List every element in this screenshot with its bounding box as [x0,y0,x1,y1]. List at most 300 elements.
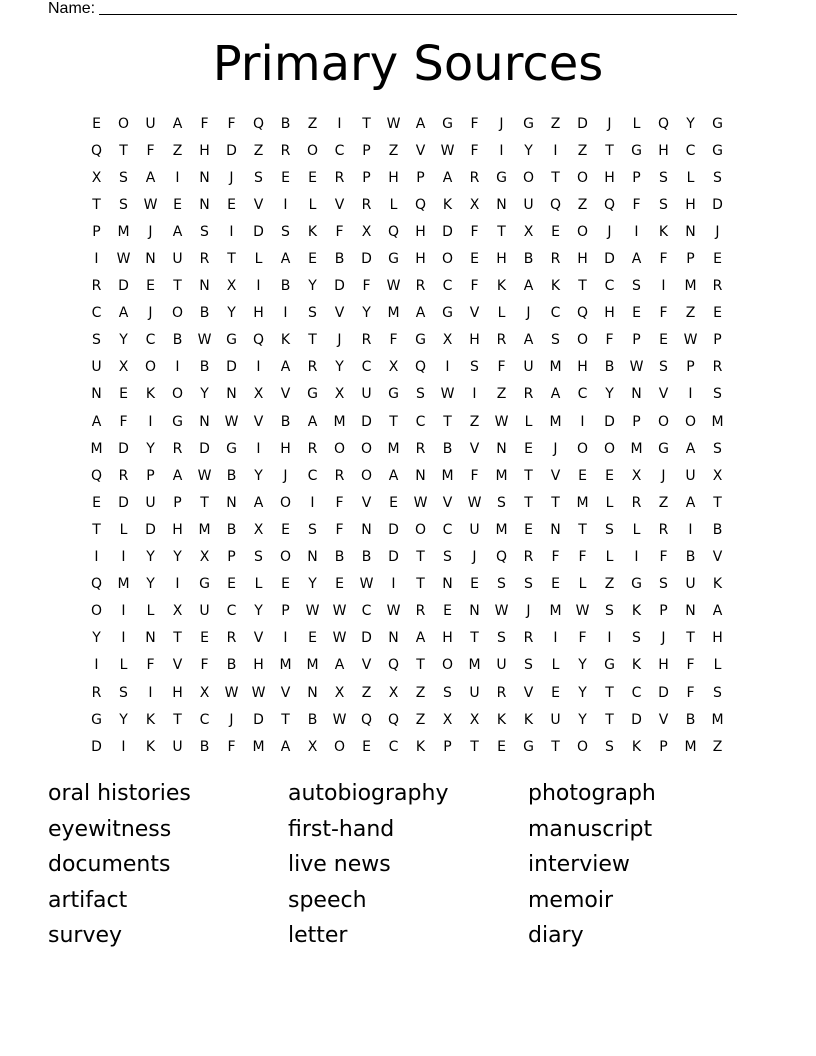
grid-letter: N [550,521,561,538]
grid-letter: H [253,657,264,674]
grid-letter: W [332,711,347,728]
grid-letter: G [199,576,210,593]
grid-letter: R [91,278,102,295]
grid-letter: F [146,657,155,674]
grid-letter: I [94,657,99,674]
grid-letter: R [496,332,507,349]
grid-letter: M [117,576,130,593]
grid-letter: N [199,169,210,186]
grid-letter: S [605,738,614,755]
grid-letter: D [361,251,372,268]
grid-letter: H [577,251,588,268]
grid-letter: I [634,223,639,240]
grid-letter: M [306,657,319,674]
grid-letter: R [280,142,291,159]
grid-letter: V [361,494,372,511]
grid-letter: J [283,467,288,484]
grid-letter: E [551,684,560,701]
grid-letter: S [200,223,209,240]
word-bank-item: diary [528,923,584,949]
grid-letter: H [496,251,507,268]
grid-letter: X [91,169,102,186]
word-bank-item: interview [528,852,630,878]
grid-letter: M [495,521,508,538]
grid-letter: M [576,494,589,511]
grid-letter: A [91,413,102,430]
grid-letter: A [631,251,642,268]
grid-letter: E [362,738,371,755]
grid-letter: R [712,278,723,295]
grid-letter: S [497,576,506,593]
grid-letter: X [631,467,642,484]
grid-letter: I [175,576,180,593]
grid-letter: W [332,603,347,620]
grid-row [83,218,731,245]
grid-letter: C [604,278,615,295]
grid-letter: X [712,467,723,484]
grid-letter: F [659,251,668,268]
grid-letter: K [523,711,534,728]
grid-letter: D [226,142,237,159]
grid-letter: I [148,684,153,701]
grid-letter: B [604,359,615,376]
grid-letter: Z [712,738,723,755]
grid-letter: P [686,251,695,268]
grid-letter: T [92,521,101,538]
grid-letter: W [386,603,401,620]
grid-letter: I [391,576,396,593]
grid-letter: U [91,359,102,376]
grid-letter: Y [254,467,263,484]
grid-letter: B [280,115,291,132]
word-bank-item: photograph [528,781,656,806]
grid-letter: K [280,332,291,349]
grid-letter: P [92,223,101,240]
grid-letter: I [121,603,126,620]
grid-letter: S [119,684,128,701]
grid-letter: Y [146,549,155,566]
grid-letter: U [685,576,696,593]
grid-letter: F [470,467,479,484]
grid-letter: H [712,630,723,647]
grid-row [83,544,731,571]
grid-letter: U [199,603,210,620]
grid-letter: H [172,684,183,701]
grid-letter: J [148,223,153,240]
word-bank-item: first-hand [288,816,395,842]
grid-letter: M [630,440,643,457]
grid-letter: Y [146,576,155,593]
grid-letter: G [604,657,615,674]
grid-letter: Q [90,576,103,593]
grid-letter: M [495,467,508,484]
grid-letter: D [712,196,723,213]
grid-row [83,733,731,760]
grid-letter: N [685,223,696,240]
grid-letter: N [388,630,399,647]
grid-letter: X [469,196,480,213]
grid-letter: H [658,142,669,159]
grid-letter: D [388,549,399,566]
grid-letter: Z [577,142,588,159]
grid-letter: T [308,332,317,349]
grid-letter: Y [254,603,263,620]
grid-letter: A [523,278,534,295]
grid-letter: L [254,576,263,593]
grid-letter: I [634,549,639,566]
grid-letter: T [416,657,425,674]
grid-letter: J [337,332,342,349]
grid-letter: Y [227,305,236,322]
grid-letter: O [171,305,184,322]
grid-letter: P [227,549,236,566]
grid-letter: G [712,142,723,159]
grid-letter: L [578,576,587,593]
grid-letter: E [578,467,587,484]
grid-letter: W [116,251,131,268]
grid-letter: X [523,223,534,240]
grid-letter: C [199,711,210,728]
grid-letter: M [117,223,130,240]
grid-letter: J [607,223,612,240]
grid-letter: W [494,413,509,430]
grid-letter: G [307,386,318,403]
grid-letter: H [604,169,615,186]
grid-letter: Q [387,657,400,674]
grid-letter: Q [360,711,373,728]
grid-letter: S [416,386,425,403]
grid-letter: R [118,467,129,484]
grid-letter: O [171,386,184,403]
word-bank-item: letter [288,923,348,949]
grid-letter: U [523,359,534,376]
grid-letter: F [551,549,560,566]
grid-letter: T [578,521,587,538]
grid-letter: Z [415,684,426,701]
grid-letter: G [712,115,723,132]
grid-letter: X [442,711,453,728]
grid-letter: L [686,169,695,186]
grid-row [83,652,731,679]
grid-letter: U [523,196,534,213]
grid-letter: S [605,521,614,538]
grid-letter: S [470,359,479,376]
grid-letter: O [414,521,427,538]
grid-letter: P [362,142,371,159]
grid-letter: S [713,440,722,457]
grid-letter: T [173,630,182,647]
grid-letter: B [280,413,291,430]
grid-letter: H [253,305,264,322]
grid-letter: Z [550,115,561,132]
grid-letter: O [576,223,589,240]
grid-letter: F [227,738,236,755]
grid-letter: S [659,169,668,186]
grid-letter: F [578,630,587,647]
grid-letter: E [92,494,101,511]
grid-letter: T [605,711,614,728]
grid-letter: E [470,251,479,268]
grid-letter: N [361,521,372,538]
grid-letter: R [334,467,345,484]
grid-letter: F [119,413,128,430]
grid-letter: K [550,278,561,295]
grid-letter: F [686,684,695,701]
grid-letter: G [415,332,426,349]
grid-letter: V [172,657,183,674]
grid-letter: A [712,603,723,620]
grid-letter: H [577,359,588,376]
grid-letter: Q [414,196,427,213]
word-bank-item: documents [48,852,171,878]
grid-letter: D [361,413,372,430]
grid-letter: J [715,223,720,240]
grid-letter: L [551,657,560,674]
grid-letter: S [632,278,641,295]
grid-letter: O [306,142,319,159]
grid-letter: G [172,413,183,430]
grid-letter: X [469,711,480,728]
grid-letter: F [362,278,371,295]
grid-letter: W [197,332,212,349]
grid-letter: I [229,223,234,240]
grid-letter: B [172,332,183,349]
grid-letter: D [91,738,102,755]
grid-letter: E [281,576,290,593]
grid-letter: C [550,305,561,322]
grid-letter: G [91,711,102,728]
grid-letter: B [361,549,372,566]
grid-letter: M [468,657,481,674]
grid-letter: G [523,115,534,132]
grid-letter: I [607,630,612,647]
grid-letter: Z [496,386,507,403]
grid-letter: S [659,359,668,376]
grid-letter: R [658,521,669,538]
grid-letter: L [497,305,506,322]
grid-letter: E [659,332,668,349]
word-bank [48,776,768,954]
grid-letter: J [229,711,234,728]
grid-letter: I [148,413,153,430]
grid-letter: F [335,521,344,538]
grid-letter: W [440,142,455,159]
grid-letter: U [550,711,561,728]
grid-letter: V [469,305,480,322]
grid-letter: K [145,738,156,755]
name-label: Name: [48,0,96,17]
grid-letter: Y [308,576,317,593]
grid-letter: W [575,603,590,620]
grid-letter: I [94,251,99,268]
grid-letter: R [415,440,426,457]
grid-letter: H [388,169,399,186]
word-bank-item: speech [288,887,367,913]
grid-letter: C [442,278,453,295]
grid-letter: B [334,549,345,566]
grid-letter: W [386,115,401,132]
grid-letter: T [443,413,452,430]
grid-letter: Q [549,196,562,213]
grid-row [83,273,731,300]
grid-letter: P [173,494,182,511]
grid-letter: V [658,711,669,728]
grid-letter: W [332,630,347,647]
grid-letter: W [305,603,320,620]
grid-letter: I [121,738,126,755]
grid-letter: R [199,251,210,268]
grid-letter: R [226,630,237,647]
grid-letter: A [415,630,426,647]
grid-letter: H [172,521,183,538]
grid-letter: S [443,684,452,701]
grid-letter: R [361,196,372,213]
grid-letter: N [199,413,210,430]
grid-letter: G [226,440,237,457]
grid-letter: E [713,251,722,268]
grid-letter: M [333,413,346,430]
grid-letter: V [280,684,291,701]
grid-letter: B [685,549,696,566]
grid-letter: L [632,521,641,538]
grid-letter: R [415,603,426,620]
grid-letter: A [172,223,183,240]
grid-letter: M [252,738,265,755]
grid-letter: C [307,467,318,484]
word-bank-item: autobiography [288,781,449,806]
grid-letter: R [334,169,345,186]
grid-letter: Z [415,711,426,728]
grid-letter: P [416,169,425,186]
grid-letter: W [386,278,401,295]
grid-letter: B [199,738,210,755]
grid-letter: K [496,278,507,295]
grid-letter: P [443,738,452,755]
grid-letter: S [524,657,533,674]
grid-letter: I [310,494,315,511]
grid-letter: F [578,549,587,566]
grid-letter: J [499,115,504,132]
grid-letter: J [661,467,666,484]
grid-letter: A [442,169,453,186]
grid-letter: K [307,223,318,240]
grid-letter: B [226,521,237,538]
grid-letter: L [524,413,533,430]
grid-letter: D [145,521,156,538]
grid-letter: H [415,223,426,240]
grid-letter: E [335,576,344,593]
grid-letter: E [281,169,290,186]
grid-letter: A [118,305,129,322]
grid-letter: T [551,738,560,755]
grid-letter: S [497,494,506,511]
grid-letter: T [686,630,695,647]
grid-letter: X [307,738,318,755]
grid-letter: F [200,657,209,674]
grid-letter: V [442,494,453,511]
grid-letter: D [253,711,264,728]
grid-letter: O [117,115,130,132]
word-bank-item: live news [288,852,391,878]
grid-letter: E [308,251,317,268]
grid-letter: B [712,521,723,538]
grid-letter: R [469,169,480,186]
grid-letter: D [604,413,615,430]
grid-letter: E [227,576,236,593]
grid-letter: K [631,603,642,620]
grid-letter: Y [92,630,101,647]
grid-row [83,598,731,625]
grid-letter: D [334,278,345,295]
grid-letter: O [576,440,589,457]
grid-letter: N [631,386,642,403]
grid-letter: E [146,278,155,295]
grid-letter: O [360,467,373,484]
grid-letter: I [337,115,342,132]
grid-letter: F [470,223,479,240]
grid-letter: N [496,440,507,457]
grid-letter: B [442,440,453,457]
grid-letter: S [713,684,722,701]
grid-letter: S [524,576,533,593]
grid-letter: F [335,223,344,240]
grid-letter: E [389,494,398,511]
grid-letter: F [146,142,155,159]
grid-letter: I [283,630,288,647]
grid-letter: U [496,657,507,674]
grid-letter: W [224,413,239,430]
grid-letter: A [523,332,534,349]
grid-letter: W [440,386,455,403]
grid-letter: X [199,684,210,701]
grid-letter: T [551,169,560,186]
grid-letter: F [470,142,479,159]
grid-letter: R [172,440,183,457]
grid-letter: Q [495,549,508,566]
grid-letter: O [576,332,589,349]
grid-letter: Y [578,711,587,728]
grid-letter: X [118,359,129,376]
grid-letter: D [226,359,237,376]
grid-letter: D [631,711,642,728]
grid-letter: K [631,738,642,755]
grid-letter: X [253,386,264,403]
grid-letter: W [683,332,698,349]
grid-letter: N [496,196,507,213]
grid-letter: T [416,549,425,566]
grid-letter: I [256,440,261,457]
grid-letter: V [658,386,669,403]
grid-letter: E [524,521,533,538]
grid-letter: D [118,440,129,457]
grid-letter: P [713,332,722,349]
grid-letter: M [684,278,697,295]
grid-letter: L [119,521,128,538]
grid-letter: L [605,494,614,511]
grid-letter: D [118,278,129,295]
grid-letter: A [145,169,156,186]
grid-letter: F [497,359,506,376]
grid-letter: I [553,630,558,647]
grid-letter: Y [578,684,587,701]
grid-letter: R [523,549,534,566]
grid-letter: Y [119,711,128,728]
grid-letter: A [415,115,426,132]
grid-letter: D [658,684,669,701]
grid-letter: O [576,738,589,755]
grid-letter: Y [173,549,182,566]
grid-letter: U [145,115,156,132]
